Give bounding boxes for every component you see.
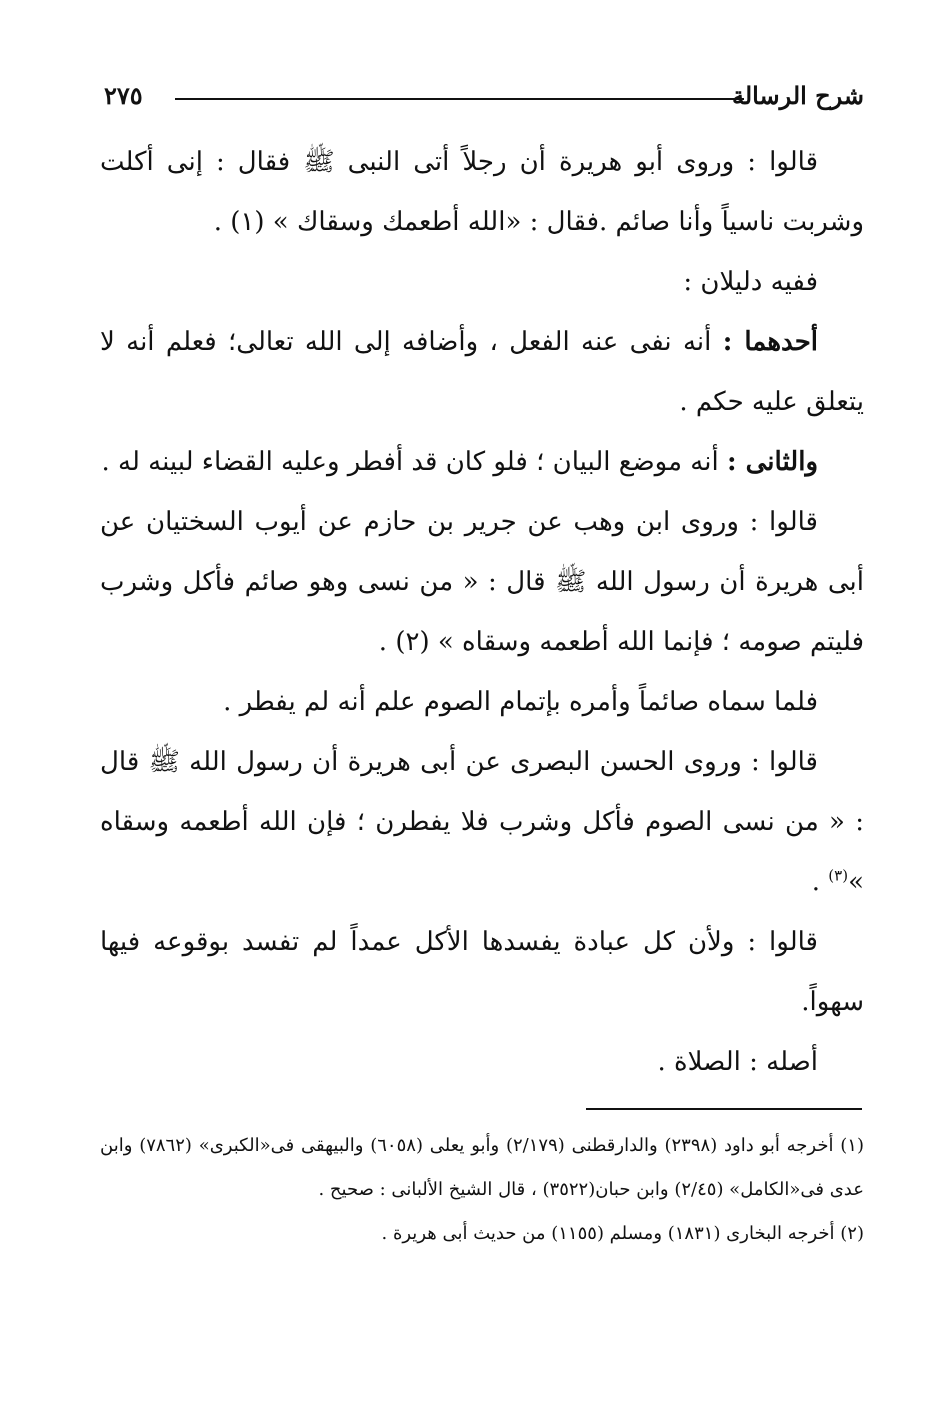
footnote-2: (٢) أخرجه البخارى (١٨٣١) ومسلم (١١٥٥) من حديث أبى هريرة .	[381, 1223, 864, 1244]
paragraph: فلما سماه صائماً وأمره بإتمام الصوم علم أنه لم يفطر .	[223, 687, 818, 717]
footnote-marker: (٣)	[828, 866, 849, 885]
paragraph-lead: أحدهما :	[722, 327, 818, 357]
paragraph	[100, 732, 864, 912]
paragraph	[100, 312, 864, 432]
footnote-1: (١) أخرجه أبو داود (٢٣٩٨) والدارقطنى (٢/١٧٩) وأبو يعلى (٦٠٥٨) والبيهقى فى«الكبرى» (٧٨٦٢) وابن عدى فى«الكامل» (٢/٤٥) وابن حبان(٣٥٢٢) ، قال الشيخ الألبانى : صحيح .	[100, 1135, 864, 1200]
paragraph-text: قالوا : وروى الحسن البصرى عن أبى هريرة أن رسول الله ﷺ قال : « من نسى الصوم فأكل وشرب فلا يفطرن ؛ فإن الله أطعمه وسقاه »	[100, 747, 864, 897]
paragraph: ففيه دليلان :	[683, 267, 818, 297]
paragraph: قالوا : وروى أبو هريرة أن رجلاً أتى النبى ﷺ فقال : إنى أكلت وشربت ناسياً وأنا صائم .فقال : «الله أطعمك وسقاك » (١) .	[100, 147, 864, 237]
paragraph-text: أنه موضع البيان ؛ فلو كان قد أفطر وعليه القضاء لبينه له .	[101, 447, 727, 477]
paragraph-lead: والثانى :	[726, 447, 818, 477]
main-text	[100, 132, 864, 1092]
running-header	[100, 74, 864, 118]
running-header-title: شرح الرسالة	[731, 81, 864, 110]
paragraph: قالوا : وروى ابن وهب عن جرير بن حازم عن أيوب السختيان عن أبى هريرة أن رسول الله ﷺ قال : « من نسى وهو صائم فأكل وشرب فليتم صومه ؛ فإنما الله أطعمه وسقاه » (٢) .	[100, 507, 864, 657]
footnote-rule	[586, 1108, 862, 1110]
paragraph: قالوا : ولأن كل عبادة يفسدها الأكل عمداً لم تفسد بوقوعه فيها سهواً.	[100, 927, 864, 1017]
paragraph: أصله : الصلاة .	[657, 1047, 818, 1077]
paragraph-text: أنه نفى عنه الفعل ، وأضافه إلى الله تعالى؛ فعلم أنه لا يتعلق عليه حكم .	[100, 327, 864, 417]
paragraph-end: .	[811, 867, 829, 897]
page-number: ٢٧٥	[104, 81, 143, 110]
paragraph	[100, 432, 864, 492]
footnotes	[100, 1124, 864, 1256]
header-rule	[175, 98, 744, 100]
